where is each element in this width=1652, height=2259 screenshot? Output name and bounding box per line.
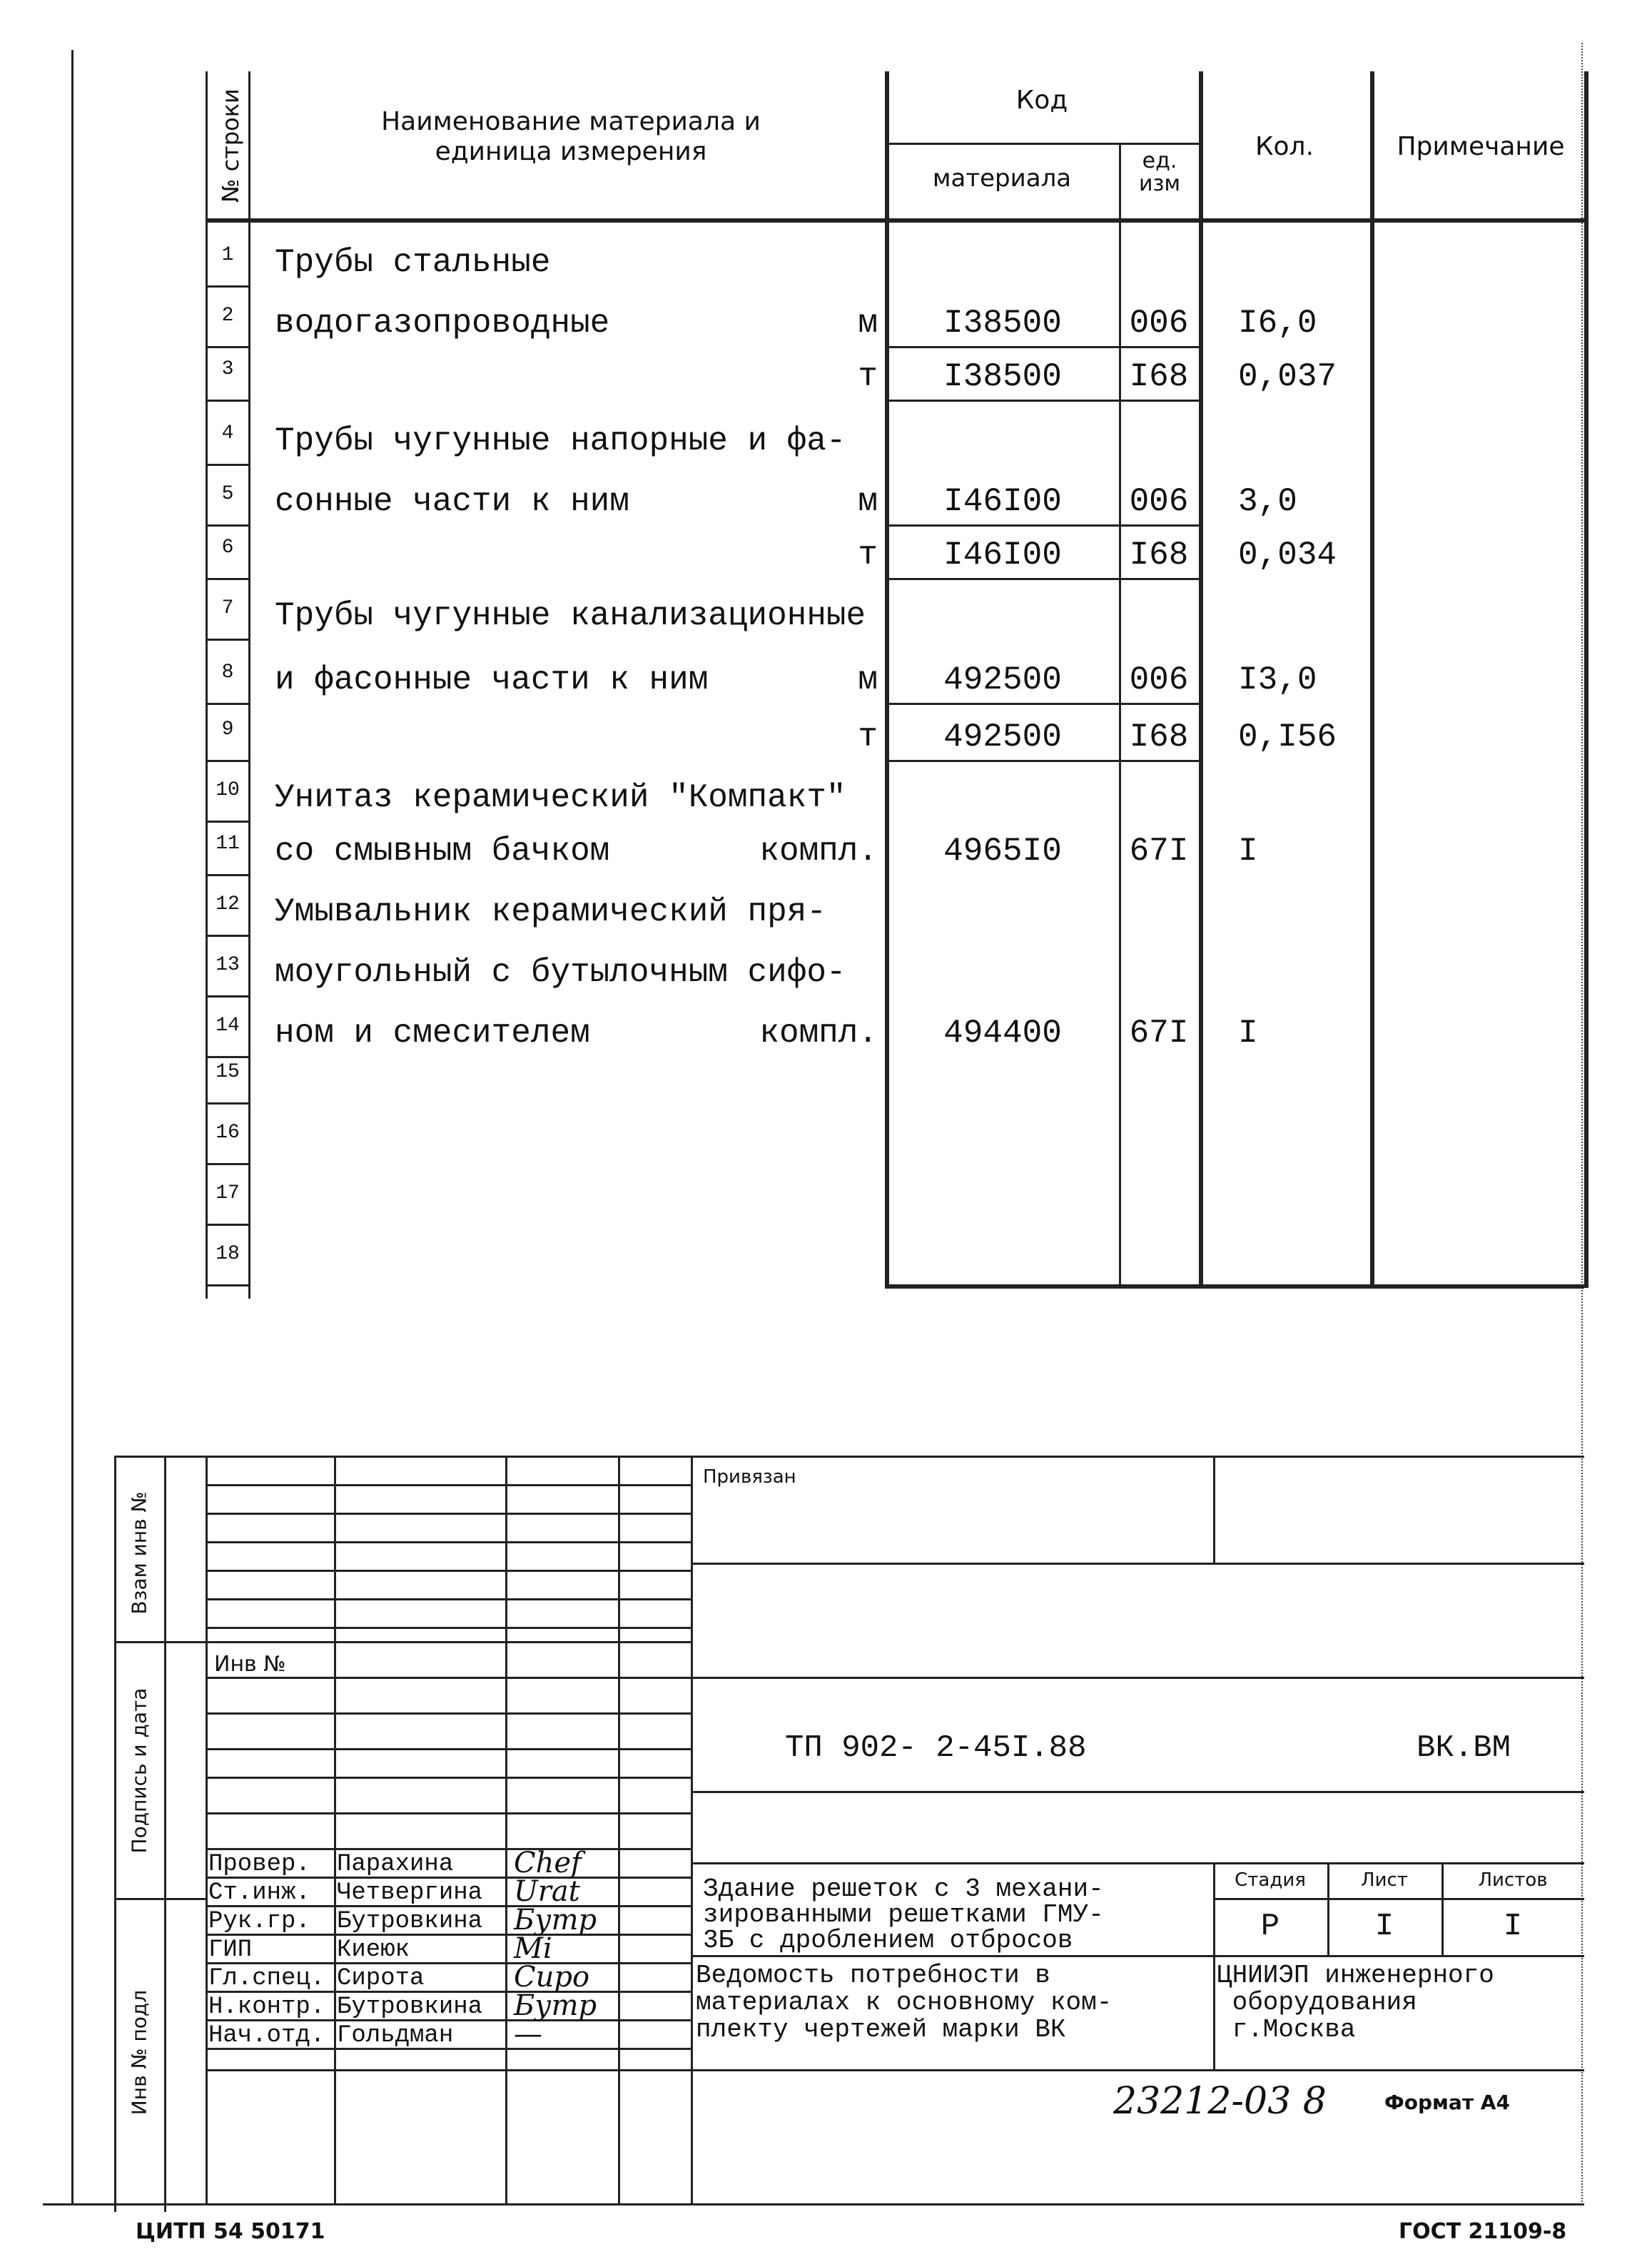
quantity: I6,0 [1238, 305, 1317, 342]
material-name: Трубы стальные [275, 244, 551, 281]
format-label: Формат А4 [1384, 2091, 1510, 2114]
unit-name: компл. [759, 1015, 878, 1052]
signer-role: Н.контр. [208, 1994, 325, 2021]
side-label-inv-podl: Инв № подл [127, 1989, 151, 2116]
row-line [207, 874, 250, 876]
stamp-col-line [691, 1456, 693, 2205]
stamp-line [691, 1955, 1584, 1957]
stamp-line [206, 1962, 691, 1964]
row-line [207, 1056, 250, 1058]
row-line [207, 524, 250, 527]
row-line [207, 821, 250, 823]
header-material: материала [932, 164, 1072, 193]
unit-name: т [858, 358, 878, 395]
stamp-line [206, 1777, 691, 1779]
row-line [885, 143, 1199, 145]
row-number: 1 [221, 244, 234, 266]
material-name: Умывальник керамический пря- [275, 893, 826, 930]
unit-name: т [858, 719, 878, 756]
signer-role: Гл.спец. [208, 1965, 325, 1992]
sheet-label: Лист [1361, 1869, 1408, 1891]
frame-left-line [71, 50, 74, 2205]
signature: — [514, 2018, 542, 2051]
signer-name: Парахина [337, 1851, 454, 1878]
signature: Urat [514, 1875, 580, 1908]
stamp-line [691, 1677, 1584, 1679]
stamp-col-line [1213, 1862, 1215, 2069]
organization: ЦНИИЭП инженерного оборудования г.Москва [1217, 1961, 1494, 2044]
unit-code: 006 [1129, 305, 1189, 342]
table-bottom-line [885, 1284, 1584, 1289]
header-bottom-line [207, 218, 1584, 223]
row-line [885, 346, 1199, 348]
row-number: 16 [216, 1122, 240, 1144]
side-col-line [114, 1456, 116, 2212]
header-name: Наименование материала и единица измерения [381, 107, 761, 166]
unit-name: компл. [759, 833, 878, 870]
stamp-line [206, 1598, 691, 1600]
side-line [114, 1898, 207, 1900]
col-line [1584, 71, 1588, 1288]
stamp-col-line [1213, 1456, 1215, 1563]
sheet-value: I [1374, 1909, 1394, 1944]
stamp-line [206, 1570, 691, 1572]
sheets-value: I [1503, 1909, 1523, 1944]
signer-name: Гольдман [337, 2022, 454, 2049]
material-code: I46I00 [943, 483, 1062, 520]
row-line [885, 400, 1199, 402]
col-line [1199, 71, 1203, 1288]
material-name: Унитаз керамический "Компакт" [275, 779, 846, 816]
quantity: I [1238, 833, 1258, 870]
side-label-podpis: Подпись и дата [127, 1687, 151, 1854]
stage-label: Стадия [1235, 1869, 1306, 1891]
row-number: 4 [221, 422, 234, 445]
row-line [885, 578, 1199, 580]
quantity: I [1238, 1015, 1258, 1052]
stamp-line [206, 1541, 691, 1543]
side-col-line [164, 1456, 166, 2212]
row-line [207, 760, 250, 762]
material-code: 494400 [943, 1015, 1062, 1052]
row-number: 13 [216, 954, 240, 976]
row-line [207, 464, 250, 466]
row-number: 3 [221, 358, 234, 380]
unit-code: I68 [1129, 537, 1189, 574]
stamp-line [206, 1812, 691, 1814]
document-number: 23212-03 8 [1113, 2080, 1327, 2123]
unit-name: м [858, 483, 878, 520]
row-line [207, 1284, 250, 1286]
signature: Бутр [514, 1904, 597, 1936]
material-name: Трубы чугунные канализационные [275, 597, 866, 634]
row-number: 18 [216, 1243, 240, 1265]
signature: Chef [514, 1847, 582, 1879]
quantity: 0,037 [1238, 358, 1337, 395]
signer-name: Сирота [337, 1965, 425, 1992]
material-code: 492500 [943, 661, 1062, 699]
stamp-line [1213, 1898, 1584, 1900]
stamp-col-line [505, 1456, 507, 2205]
row-number: 14 [216, 1015, 240, 1037]
stamp-line [206, 1677, 691, 1679]
signer-role: ГИП [208, 1936, 253, 1964]
stamp-line [206, 1848, 691, 1850]
row-line [207, 935, 250, 937]
header-note: Примечание [1397, 132, 1565, 161]
row-number: 17 [216, 1182, 240, 1204]
footer-left-code: ЦИТП 54 50171 [136, 2219, 325, 2244]
signer-name: Киеюк [337, 1936, 410, 1964]
stamp-line [206, 1513, 691, 1515]
side-label-vzam: Взам инв № [127, 1491, 151, 1615]
signer-name: Бутровкина [337, 1908, 483, 1935]
material-code: I46I00 [943, 537, 1062, 574]
stamp-line [206, 1627, 691, 1629]
quantity: 3,0 [1238, 483, 1297, 520]
row-line [207, 1224, 250, 1226]
material-name: Трубы чугунные напорные и фа- [275, 422, 846, 460]
unit-code: I68 [1129, 719, 1189, 756]
sheets-label: Листов [1478, 1869, 1548, 1891]
row-line [207, 285, 250, 288]
footer-gost: ГОСТ 21109-8 [1399, 2219, 1567, 2244]
unit-code: 67I [1129, 1015, 1189, 1052]
stamp-line [206, 1484, 691, 1486]
stamp-line [691, 1791, 1584, 1793]
doc-mark: ВК.ВМ [1417, 1730, 1511, 1766]
material-name: со смывным бачком [275, 833, 610, 870]
frame-bottom-line [43, 2203, 1584, 2205]
unit-code: 006 [1129, 661, 1189, 699]
row-line [207, 578, 250, 580]
privyazan-label: Привязан [703, 1466, 796, 1488]
stamp-line [206, 1641, 691, 1643]
side-line [114, 1641, 207, 1643]
stamp-col-line [206, 1456, 208, 2205]
quantity: I3,0 [1238, 661, 1317, 699]
signature: Mi [514, 1932, 552, 1965]
row-line [207, 400, 250, 402]
col-line [1370, 71, 1374, 1288]
row-number: 8 [221, 661, 234, 684]
material-name: водогазопроводные [275, 305, 610, 342]
stamp-line [206, 1712, 691, 1715]
doc-code: ТП 902- 2-45I.88 [785, 1730, 1087, 1766]
col-line [248, 71, 250, 1299]
signer-name: Бутровкина [337, 1994, 483, 2021]
signer-role: Рук.гр. [208, 1908, 310, 1935]
unit-code: 006 [1129, 483, 1189, 520]
row-number: 12 [216, 893, 240, 915]
inv-no-label: Инв № [214, 1652, 286, 1677]
row-number: 11 [216, 833, 240, 855]
header-unit: ед. изм [1138, 148, 1181, 196]
row-number: 10 [216, 779, 240, 801]
quantity: 0,034 [1238, 537, 1337, 574]
material-name: ном и смесителем [275, 1015, 590, 1052]
header-row-no: № строки [217, 88, 244, 203]
material-name: сонные части к ним [275, 483, 629, 520]
row-line [207, 639, 250, 641]
stamp-line [206, 1748, 691, 1750]
stamp-line [206, 2069, 691, 2071]
unit-name: м [858, 305, 878, 342]
material-code: I38500 [943, 305, 1062, 342]
stamp-line [691, 1862, 1584, 1864]
stamp-line [691, 1563, 1584, 1565]
row-line [207, 346, 250, 348]
row-number: 15 [216, 1061, 240, 1083]
row-line [885, 703, 1199, 705]
signer-role: Ст.инж. [208, 1879, 310, 1907]
signature: Сиро [514, 1961, 590, 1994]
unit-code: 67I [1129, 833, 1189, 870]
row-number: 5 [221, 483, 234, 505]
unit-code: I68 [1129, 358, 1189, 395]
row-line [207, 703, 250, 705]
material-name: моугольный с бутылочным сифо- [275, 954, 846, 991]
row-number: 9 [221, 719, 234, 741]
signer-role: Нач.отд. [208, 2022, 325, 2049]
row-number: 2 [221, 305, 234, 327]
row-number: 7 [221, 597, 234, 619]
stamp-col-line [334, 1456, 336, 2205]
material-code: 492500 [943, 719, 1062, 756]
building-title: Здание решеток с 3 механи- зированными решетками ГМУ- 3Б с дроблением отбросов [703, 1874, 1104, 1955]
header-code: Код [1015, 86, 1068, 115]
stamp-col-line [618, 1456, 620, 2205]
col-line [206, 71, 208, 1299]
unit-name: т [858, 537, 878, 574]
row-line [207, 995, 250, 997]
quantity: 0,I56 [1238, 719, 1337, 756]
row-line [207, 1102, 250, 1105]
unit-name: м [858, 661, 878, 699]
row-line [885, 760, 1199, 762]
material-code: I38500 [943, 358, 1062, 395]
row-line [885, 524, 1199, 527]
signer-name: Четвергина [337, 1879, 483, 1907]
material-name: и фасонные части к ним [275, 661, 709, 699]
col-line [885, 71, 889, 1288]
signer-role: Провер. [208, 1851, 310, 1878]
stamp-line [691, 2069, 1584, 2071]
material-code: 4965I0 [943, 833, 1062, 870]
row-line [207, 1163, 250, 1165]
sheet-title: Ведомость потребности в материалах к основному ком- плекту чертежей марки ВК [696, 1961, 1113, 2044]
stage-value: Р [1260, 1909, 1280, 1944]
header-qty: Кол. [1255, 132, 1314, 161]
row-number: 6 [221, 537, 234, 559]
signature: Бутр [514, 1989, 597, 2022]
